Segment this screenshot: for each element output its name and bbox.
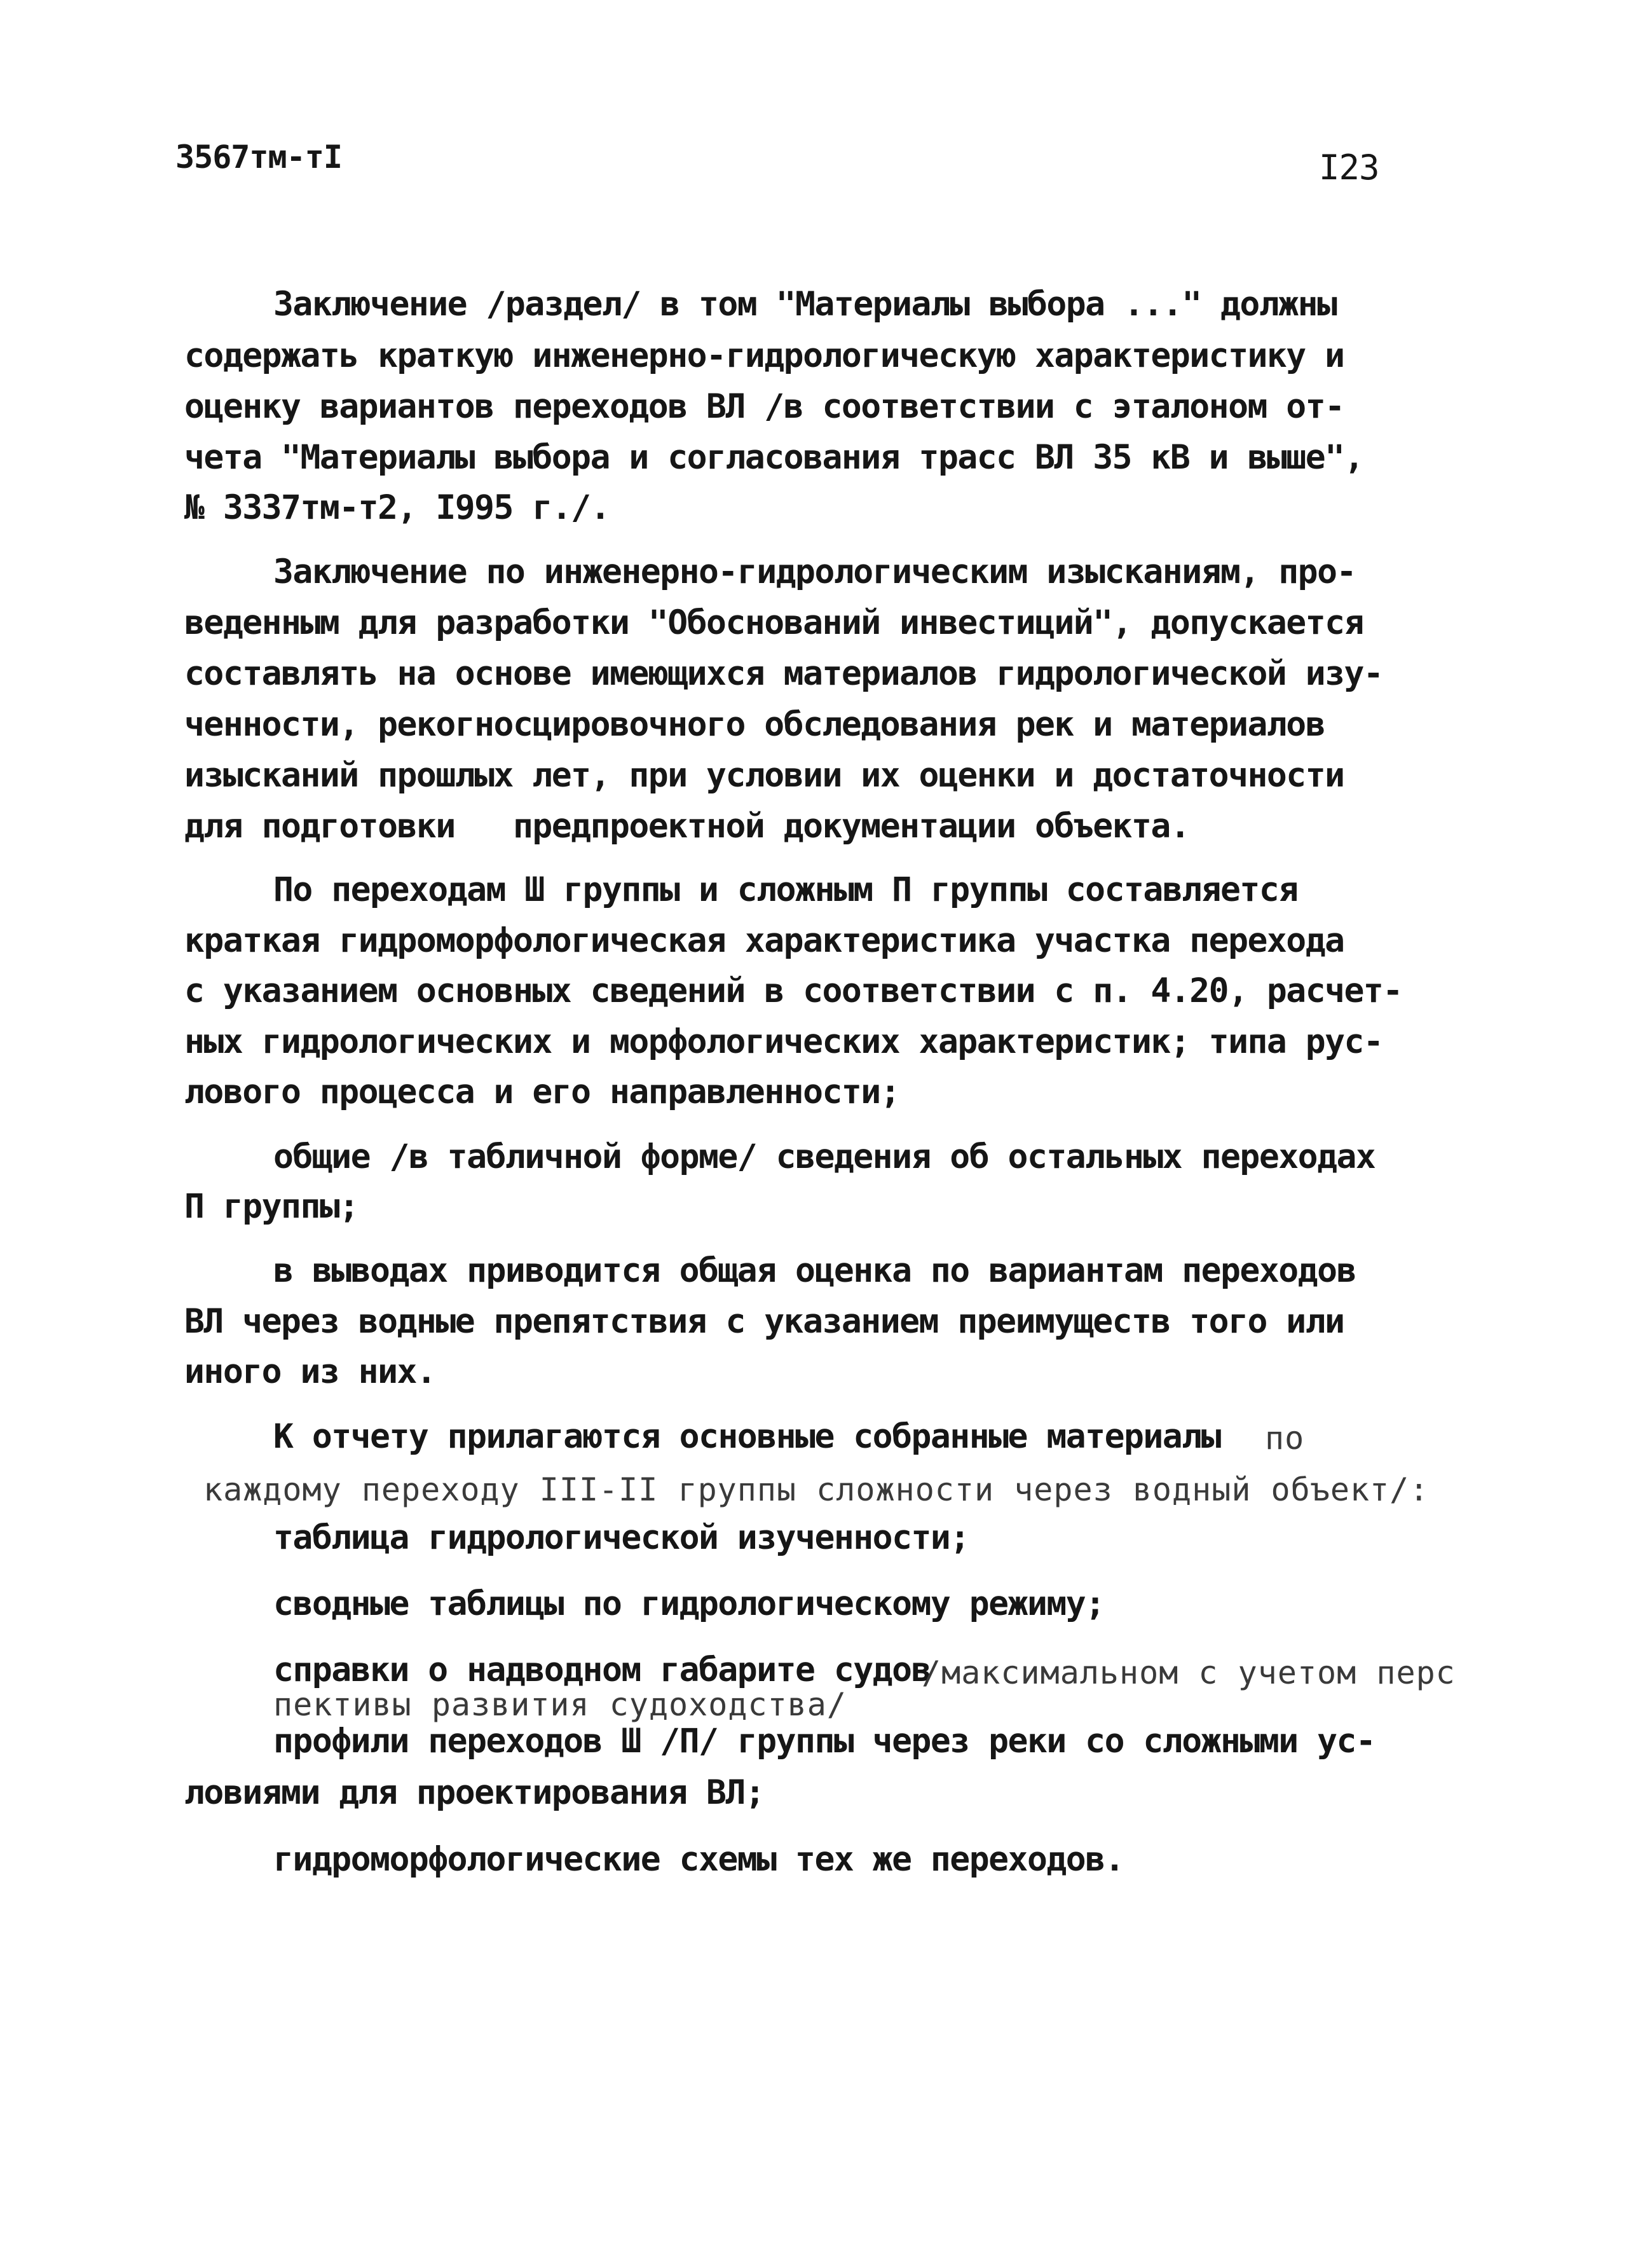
text-line: иного из них. [184,1352,436,1391]
text-line: каждому переходу III-II группы сложности через водный объект/: [203,1471,1430,1508]
text-line: гидроморфологические схемы тех же переходов. [273,1840,1124,1879]
text-line: веденным для разработки "Обоснований инвестиций", допускается [184,603,1363,642]
text-line: профили переходов Ш /П/ группы через реки со сложными ус- [273,1722,1376,1761]
text-line: содержать краткую инженерно-гидрологическую характеристику и [184,336,1344,375]
text-line: лового процесса и его направленности; [184,1073,900,1111]
text-line: составлять на основе имеющихся материалов гидрологической изу- [184,654,1383,693]
document-code: 3567тм-тI [175,139,342,175]
text-line: чета "Материалы выбора и согласования трасс ВЛ 35 кВ и выше", [184,438,1363,477]
text-line: ных гидрологических и морфологических характеристик; типа рус- [184,1022,1383,1061]
text-line: общие /в табличной форме/ сведения об остальных переходах [273,1137,1376,1176]
text-line: пективы развития судоходства/ [273,1686,847,1723]
text-line: для подготовки предпроектной документации объекта. [184,807,1190,846]
text-line: в выводах приводится общая оценка по вариантам переходов [273,1251,1356,1290]
text-line: ловиями для проектирования ВЛ; [184,1773,765,1812]
text-line: Заключение по инженерно-гидрологическим изысканиям, про- [273,553,1356,591]
text-line: Заключение /раздел/ в том "Материалы выбора ..." должны [273,285,1337,324]
text-line: ченности, рекогносцировочного обследования рек и материалов [184,705,1325,744]
text-line: таблица гидрологической изученности; [273,1518,969,1557]
text-line: По переходам Ш группы и сложным П группы составляется [273,870,1298,909]
text-line: ВЛ через водные препятствия с указанием преимуществ того или [184,1302,1344,1341]
text-line: изысканий прошлых лет, при условии их оценки и достаточности [184,756,1344,795]
text-line: № 3337тм-т2, I995 г./. [184,488,610,527]
text-line: оценку вариантов переходов ВЛ /в соответствии с эталоном от- [184,387,1344,426]
text-line: /максимальном с учетом перс [922,1654,1456,1691]
text-line: К отчету прилагаются основные собранные материалы [273,1417,1221,1456]
text-line: краткая гидроморфологическая характеристика участка перехода [184,921,1344,960]
text-line: с указанием основных сведений в соответствии с п. 4.20, расчет- [184,972,1402,1010]
text-line: П группы; [184,1187,358,1226]
text-line: сводные таблицы по гидрологическому режиму; [273,1584,1105,1623]
page-number: I23 [1319,148,1379,188]
text-line: справки о надводном габарите судов [273,1651,931,1689]
text-line: по [1265,1420,1305,1457]
